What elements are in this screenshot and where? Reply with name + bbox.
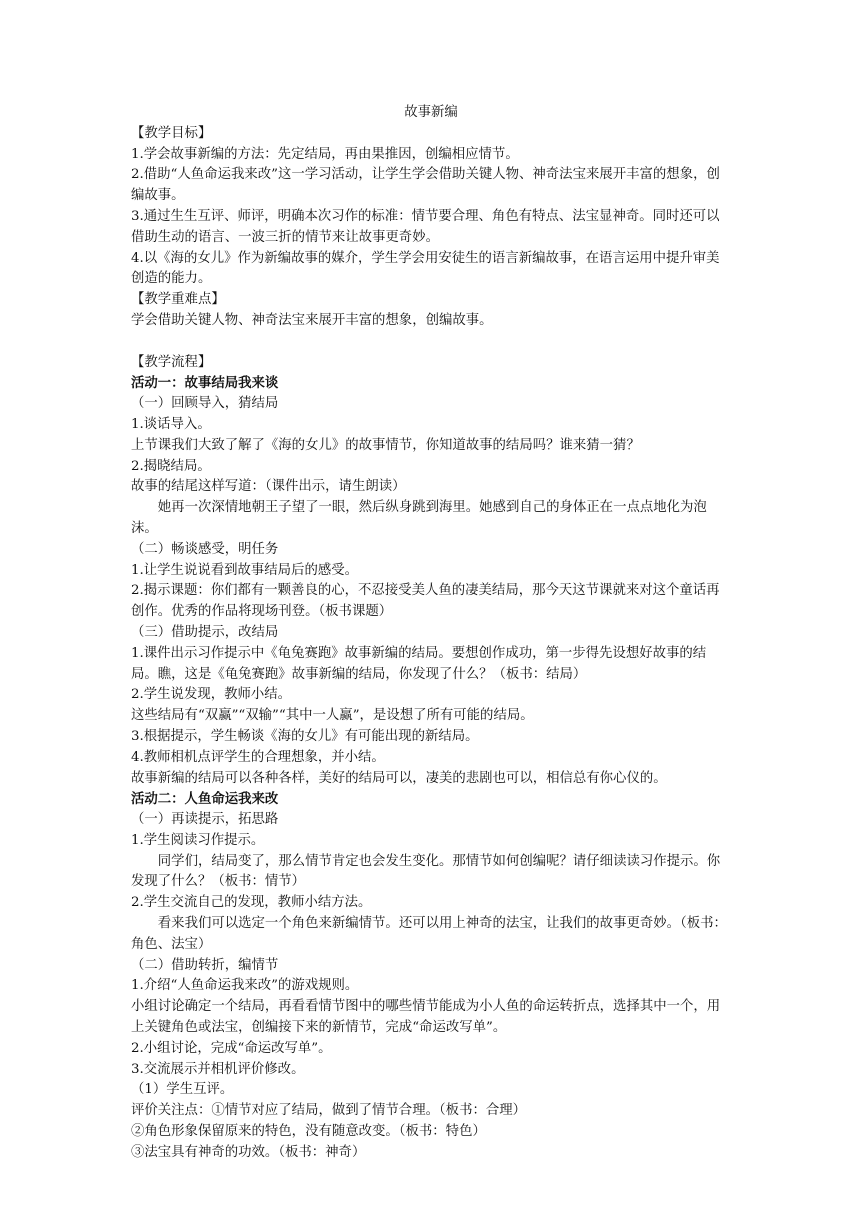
- paragraph: （1）学生互评。: [131, 1082, 234, 1098]
- paragraph: （一）再读提示，拓思路: [131, 812, 279, 828]
- paragraph: 2.揭晓结局。: [131, 458, 211, 474]
- paragraph: 上节课我们大致了解了《海的女儿》的故事情节，你知道故事的结局吗？谁来猜一猜？: [131, 437, 640, 453]
- paragraph: 2.学生说发现，教师小结。: [131, 687, 292, 703]
- paragraph: ②角色形象保留原来的特色，没有随意改变。（板书：特色）: [131, 1124, 486, 1140]
- paragraph: 1.学会故事新编的方法：先定结局，再由果推因，创编相应情节。: [131, 146, 519, 162]
- paragraph: 2.小组讨论，完成“命运改写单”。: [131, 1040, 332, 1056]
- blank-line: [131, 332, 731, 353]
- paragraph: 故事的结尾这样写道：（课件出示，请生朗读）: [131, 479, 406, 495]
- paragraph: 看来我们可以选定一个角色来新编情节。还可以用上神奇的法宝，让我们的故事更奇妙。（板书：角色、法宝）: [131, 916, 727, 952]
- paragraph: 同学们，结局变了，那么情节肯定也会发生变化。那情节如何创编呢？请仔细读读习作提示。你发现了什么？（板书：情节）: [131, 853, 721, 890]
- document-page: [131, 103, 731, 1164]
- paragraph: 3.通过生生互评、师评，明确本次习作的标准：情节要合理、角色有特点、法宝显神奇。同时还可以借助生动的语言、一波三折的情节来让故事更奇妙。: [131, 208, 720, 245]
- document-body: [131, 124, 731, 1164]
- paragraph: 1.谈话导入。: [131, 416, 211, 432]
- paragraph: 她再一次深情地朝王子望了一眼，然后纵身跳到海里。她感到自己的身体正在一点点地化为泡沫。: [131, 500, 707, 536]
- paragraph: 1.介绍“人鱼命运我来改”的游戏规则。: [131, 978, 359, 994]
- paragraph: 4.教师相机点评学生的合理想象，并小结。: [131, 749, 385, 765]
- paragraph: 1.让学生说说看到故事结局后的感受。: [131, 562, 359, 578]
- paragraph: 故事新编的结局可以各种各样，美好的结局可以，凄美的悲剧也可以，相信总有你心仪的。: [131, 770, 667, 786]
- paragraph: 2.揭示课题：你们都有一颗善良的心，不忍接受美人鱼的凄美结局，那今天这节课就来对这个童话再创作。优秀的作品将现场刊登。（板书课题）: [131, 583, 720, 620]
- paragraph: （二）借助转折，编情节: [131, 957, 279, 973]
- paragraph: 小组讨论确定一个结局，再看看情节图中的哪些情节能成为小人鱼的命运转折点，选择其中一个，用上关键角色或法宝，创编接下来的新情节，完成“命运改写单”。: [131, 999, 721, 1036]
- paragraph: 【教学重难点】: [131, 292, 225, 308]
- paragraph: 【教学流程】: [131, 354, 212, 370]
- paragraph: 【教学目标】: [131, 125, 212, 141]
- paragraph: （一）回顾导入，猜结局: [131, 396, 279, 412]
- paragraph: 1.学生阅读习作提示。: [131, 832, 265, 848]
- paragraph: 4.以《海的女儿》作为新编故事的媒介，学生学会用安徒生的语言新编故事，在语言运用中提升审美创造的能力。: [131, 250, 720, 287]
- section-heading: 活动二：人鱼命运我来改: [131, 791, 279, 808]
- paragraph: （二）畅谈感受，明任务: [131, 541, 279, 557]
- paragraph: 3.根据提示，学生畅谈《海的女儿》有可能出现的新结局。: [131, 728, 479, 744]
- paragraph: 3.交流展示并相机评价修改。: [131, 1061, 305, 1077]
- paragraph: 评价关注点：①情节对应了结局，做到了情节合理。（板书：合理）: [131, 1103, 527, 1119]
- paragraph: ③法宝具有神奇的功效。（板书：神奇）: [131, 1144, 366, 1160]
- paragraph: 这些结局有“双赢”“双输”“其中一人赢”，是设想了所有可能的结局。: [131, 708, 534, 724]
- paragraph: （三）借助提示，改结局: [131, 624, 279, 640]
- section-heading: 活动一：故事结局我来谈: [131, 375, 279, 392]
- document-title: 故事新编: [404, 105, 458, 120]
- paragraph: 1.课件出示习作提示中《龟兔赛跑》故事新编的结局。要想创作成功，第一步得先设想好故事的结局。瞧，这是《龟兔赛跑》故事新编的结局，你发现了什么？（板书：结局）: [131, 645, 707, 682]
- paragraph: 2.借助“人鱼命运我来改”这一学习活动，让学生学会借助关键人物、神奇法宝来展开丰富的想象，创编故事。: [131, 167, 720, 204]
- paragraph: 学会借助关键人物、神奇法宝来展开丰富的想象，创编故事。: [131, 312, 493, 328]
- paragraph: 2.学生交流自己的发现，教师小结方法。: [131, 895, 372, 911]
